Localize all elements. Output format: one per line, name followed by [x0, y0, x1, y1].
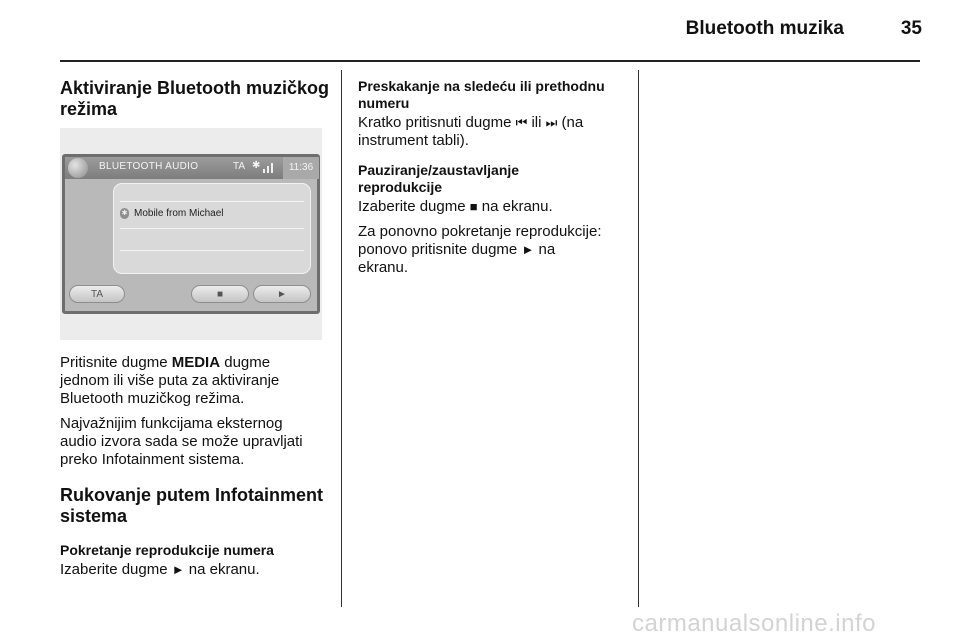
text: Za ponovno pokretanje reprodukcije:	[358, 223, 602, 240]
play-icon: ►	[171, 562, 185, 577]
heading-line: numeru	[358, 95, 410, 111]
screen-ta-button: TA	[69, 285, 125, 303]
text: audio izvora sada se može upravljati	[60, 433, 303, 450]
column-divider-left	[341, 70, 342, 607]
text: Izaberite dugme	[358, 198, 470, 215]
text: ili	[527, 114, 546, 131]
text: preko Infotainment sistema.	[60, 451, 245, 468]
header-rule	[60, 60, 920, 62]
home-logo-icon	[68, 158, 88, 178]
text: na ekranu.	[184, 561, 260, 578]
section-heading-operation	[60, 485, 335, 527]
paragraph-functions	[60, 415, 335, 469]
subheading-skip-track	[358, 78, 633, 112]
previous-track-icon: ⏮	[515, 115, 528, 130]
text: Bluetooth muzičkog režima.	[60, 390, 245, 407]
heading-line: Preskakanje na sledeću ili prethodnu	[358, 78, 605, 94]
paragraph-skip-track	[358, 114, 633, 150]
bluetooth-device-icon: ✱	[121, 210, 128, 217]
screen-clock: 11:36	[283, 157, 319, 179]
paragraph-resume	[358, 223, 633, 277]
watermark: carmanualsonline.info	[632, 610, 876, 637]
column-middle	[358, 78, 633, 277]
device-name: Mobile from Michael	[134, 208, 224, 220]
text: ponovo pritisnite dugme	[358, 241, 522, 258]
signal-strength-icon	[262, 160, 276, 174]
heading-line: Aktiviranje Bluetooth muzičkog	[60, 78, 330, 98]
heading-line: reprodukcije	[358, 179, 443, 195]
paragraph-pause	[358, 198, 633, 216]
device-panel	[113, 183, 311, 274]
bluetooth-icon: ✱	[252, 160, 261, 171]
subheading-pause	[358, 162, 633, 196]
text: ekranu.	[358, 259, 409, 276]
next-track-icon: ⏭	[545, 115, 558, 130]
panel-divider	[120, 201, 304, 202]
text: na	[534, 241, 556, 258]
heading-line: Pauziranje/zaustavljanje	[358, 162, 520, 178]
text: dugme	[220, 354, 271, 371]
infotainment-screen-illustration	[60, 128, 322, 340]
section-heading-activation	[60, 78, 335, 120]
heading-line: sistema	[60, 506, 128, 526]
heading-line: režima	[60, 99, 118, 119]
column-left	[60, 78, 335, 120]
text: jednom ili više puta za aktiviranje	[60, 372, 280, 389]
text: Izaberite dugme	[60, 561, 172, 578]
text: instrument tabli).	[358, 132, 469, 149]
screen-play-button: ►	[253, 285, 311, 303]
column-divider-right	[638, 70, 639, 607]
page-number: 35	[900, 18, 922, 39]
heading-line: Rukovanje putem Infotainment	[60, 485, 324, 505]
screen-title: BLUETOOTH AUDIO	[99, 161, 199, 172]
paragraph-media	[60, 354, 335, 408]
panel-divider	[120, 250, 304, 251]
screen-topbar	[65, 157, 317, 179]
text: Pritisnite dugme	[60, 354, 172, 371]
paragraph-start-playback	[60, 561, 335, 579]
screen-stop-button: ■	[191, 285, 249, 303]
header-title: Bluetooth muzika	[685, 18, 844, 39]
text: Najvažnijim funkcijama eksternog	[60, 415, 283, 432]
media-button-label: MEDIA	[171, 354, 221, 371]
panel-divider	[120, 228, 304, 229]
text: na ekranu.	[477, 198, 553, 215]
text: Kratko pritisnuti dugme	[358, 114, 516, 131]
device-list-item	[120, 208, 223, 219]
stop-icon: ■	[469, 199, 478, 214]
ta-indicator: TA	[233, 161, 246, 172]
column-left-body	[60, 354, 335, 579]
subheading-start-playback: Pokretanje reprodukcije numera	[60, 542, 274, 558]
screen-frame	[62, 154, 320, 314]
play-icon: ►	[521, 242, 535, 257]
text: (na	[557, 114, 584, 131]
